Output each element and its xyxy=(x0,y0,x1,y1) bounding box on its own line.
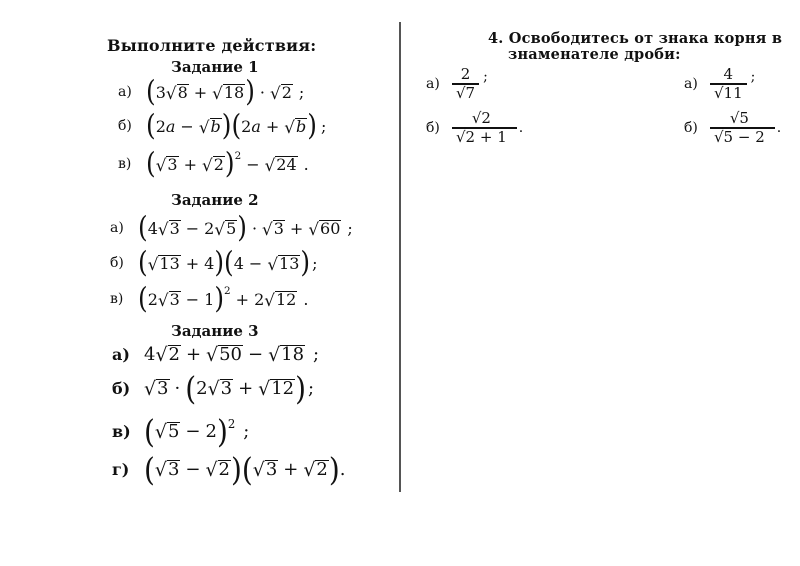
column-divider xyxy=(399,22,401,492)
task-3-item-a: а) 4 √ 2 + √ 50 − √ 18 ; xyxy=(112,343,320,366)
rationalize-col2-item-b: б) $\frac{√5}{√5 - 2}$ . xyxy=(684,109,782,146)
fraction: $\frac{2}{√7}$ xyxy=(452,66,479,102)
sqrt-symbol: √ 18 xyxy=(212,82,245,103)
task-3-item-c: в) ( √ 5 − 2 ) 2 ; xyxy=(112,412,250,451)
rationalize-col1-item-a: а) $\frac{2}{√7}$ ; xyxy=(426,65,488,102)
sqrt-symbol: √ 3 xyxy=(155,154,178,175)
sqrt-symbol: √ 3 xyxy=(157,218,180,239)
sqrt-symbol: √ 3 xyxy=(157,289,180,310)
sqrt-symbol: √ 50 xyxy=(206,343,242,366)
sqrt-symbol: √ 3 xyxy=(154,458,180,481)
sqrt-symbol: √ 18 xyxy=(268,343,305,366)
sqrt-symbol: √ b xyxy=(284,116,307,137)
sqrt-symbol: √ 24 xyxy=(264,154,297,175)
sqrt-symbol: √ 12 xyxy=(258,377,295,400)
sqrt-symbol: √ 13 xyxy=(147,253,180,274)
task-3-item-d: г) ( √ 3 − √ 2 ) ( √ 3 + √ 2 ) . xyxy=(112,450,346,489)
fraction: $\frac{4}{√11}$ xyxy=(710,66,747,102)
sqrt-symbol: √ 2 xyxy=(201,154,224,175)
sqrt-symbol: √ 8 xyxy=(165,82,188,103)
task-2-heading: Задание 2 xyxy=(171,191,259,209)
right-title-line-2: знаменателе дроби: xyxy=(508,46,681,63)
sqrt-symbol: √ 3 xyxy=(207,377,233,400)
task-2-item-a: а) ( 4 √ 3 − 2 √ 5 ) · √ 3 + √ 60 ; xyxy=(110,210,353,245)
sqrt-symbol: √ 5 xyxy=(214,218,237,239)
sqrt-symbol: √ b xyxy=(198,116,221,137)
task-1-item-c: в) ( √ 3 + √ 2 ) 2 − √ 24 . xyxy=(118,146,309,181)
item-label: а) xyxy=(118,84,132,101)
sqrt-symbol: √ 60 xyxy=(308,218,341,239)
rationalize-col2-item-a: а) $\frac{4}{√11}$ ; xyxy=(684,65,756,102)
task-3-item-b: б) √ 3 · ( 2 √ 3 + √ 12 ) ; xyxy=(112,369,315,408)
sqrt-symbol: √ 2 xyxy=(270,82,292,103)
fraction: $\frac{√2}{√2 + 1}$ xyxy=(452,110,511,146)
left-title: Выполните действия: xyxy=(107,36,317,55)
sqrt-symbol: √ 12 xyxy=(264,289,297,310)
sqrt-symbol: √ 3 xyxy=(262,218,284,239)
sqrt-symbol: √ 2 xyxy=(155,343,180,366)
task-1-item-a: а) ( 3 √ 8 + √ 18 ) · √ 2 ; xyxy=(118,74,305,109)
sqrt-symbol: √ 3 xyxy=(252,458,278,481)
sqrt-symbol: √ 13 xyxy=(267,253,300,274)
sqrt-symbol: √ 5 xyxy=(154,420,180,443)
rationalize-col1-item-b: б) $\frac{√2}{√2 + 1}$ . xyxy=(426,109,524,146)
sqrt-symbol: √ 2 xyxy=(303,458,328,481)
right-title-line-1: 4. Освободитесь от знака корня в xyxy=(488,30,783,47)
sqrt-symbol: √ 2 xyxy=(205,458,230,481)
task-2-item-b: б) ( √ 13 + 4 ) ( 4 − √ 13 ) ; xyxy=(110,245,318,280)
task-1-heading: Задание 1 xyxy=(171,58,259,76)
sqrt-symbol: √ 3 xyxy=(144,377,169,400)
task-2-item-c: в) ( 2 √ 3 − 1 ) 2 + 2 √ 12 . xyxy=(110,281,309,316)
task-3-heading: Задание 3 xyxy=(171,322,259,340)
fraction: $\frac{√5}{√5 - 2}$ xyxy=(710,110,769,146)
task-1-item-b: б) ( 2 a − √ b ) ( 2 a + √ b ) ; xyxy=(118,108,327,143)
